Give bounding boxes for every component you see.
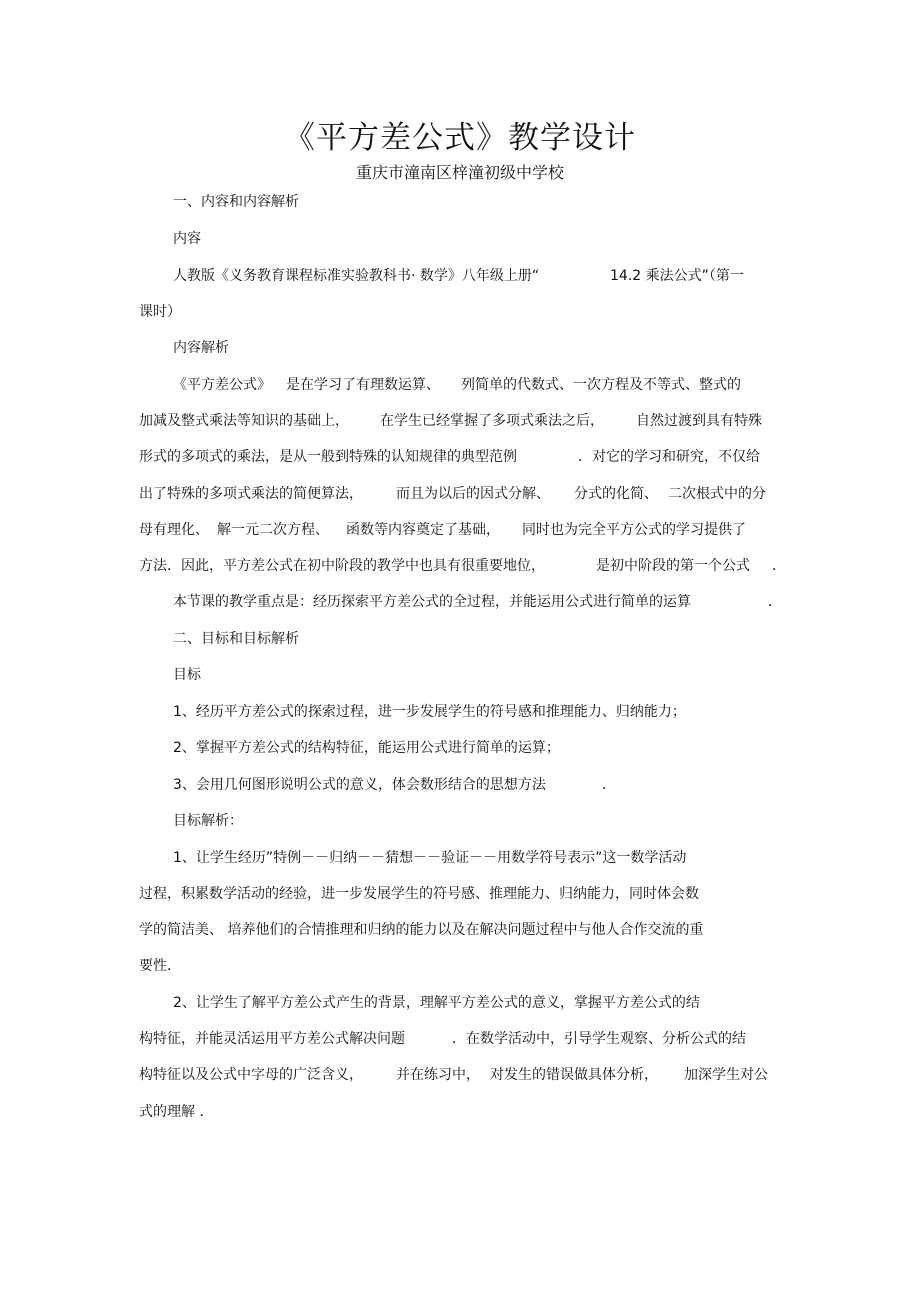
a2-l1: 2、让学生了解平方差公式产生的背景，理解平方差公式的意义，掌握平方差公式的结 [173,995,700,1011]
p1-l2b: 在学生已经掌握了多项式乘法之后， [380,413,604,429]
p1-l1b: 是在学习了有理数运算、 [286,377,440,393]
p1-l1a: 《平方差公式》 [173,377,271,393]
content-label: 内容 [173,231,201,247]
goal-item-2: 2、掌握平方差公式的结构特征，能运用公式进行简单的运算； [173,740,560,756]
p1-l2a: 加减及整式乘法等知识的基础上， [139,413,349,429]
key-point-a: 本节课的教学重点是：经历探索平方差公式的全过程，并能运用公式进行简单的运算 [173,594,691,610]
p1-l4a: 出了特殊的多项式乘法的简便算法， [139,486,363,502]
p1-l6c: ． [772,558,786,574]
a2-l2a: 构特征，并能灵活运用平方差公式解决问题 [139,1031,405,1047]
a2-l3b: 并在练习中， [396,1067,480,1083]
section1-heading: 一、内容和内容解析 [173,194,299,210]
p1-l6a: 方法．因此，平方差公式在初中阶段的教学中也具有很重要地位， [139,558,545,574]
content-text-b: 14.2 乘法公式”（第一 [610,268,744,284]
goal-label: 目标 [173,667,201,683]
a2-l3a: 构特征以及公式中字母的广泛含义， [139,1067,363,1083]
content-text-c: 课时） [139,304,181,320]
goal-analysis-label: 目标解析： [173,813,243,829]
key-point-b: ． [768,594,782,610]
goal-item-3-end: ． [602,777,616,793]
p1-l2c: 自然过渡到具有特殊 [636,413,762,429]
p1-l5c: 函数等内容奠定了基础， [346,522,500,538]
a1-l3: 学的简洁美、 培养他们的合情推理和归纳的能力以及在解决问题过程中与他人合作交流的重 [139,922,704,938]
a2-l3c: 对发生的错误做具体分析， [490,1067,658,1083]
content-text-a: 人教版《义务教育课程标准实验教科书· 数学》八年级上册“ [173,268,540,284]
section2-heading: 二、目标和目标解析 [173,631,299,647]
document-title: 《平方差公式》教学设计 [284,120,636,156]
a1-l1: 1、让学生经历”特例－－归纳－－猜想－－验证－－用数学符号表示”这一数学活动 [173,850,687,866]
a1-l2: 过程，积累数学活动的经验，进一步发展学生的符号感、推理能力、归纳能力，同时体会数 [139,886,699,902]
p1-l1c: 列简单的代数式、一次方程及不等式、整式的 [461,377,741,393]
content-analysis-label: 内容解析 [173,340,229,356]
a2-l2b: ．在数学活动中，引导学生观察、分析公式的结 [452,1031,746,1047]
p1-l4b: 而且为以后的因式分解、 [396,486,550,502]
p1-l3a: 形式的多项式的乘法，是从一般到特殊的认知规律的典型范例 [139,449,517,465]
p1-l4d: 二次根式中的分 [668,486,766,502]
goal-item-1: 1、经历平方差公式的探索过程，进一步发展学生的符号感和推理能力、归纳能力； [173,704,686,720]
p1-l5b: 解一元二次方程、 [217,522,329,538]
p1-l5a: 母有理化、 [139,522,209,538]
goal-item-3: 3、会用几何图形说明公式的意义，体会数形结合的思想方法 [173,777,546,793]
p1-l4c: 分式的化简、 [574,486,658,502]
p1-l3b: ．对它的学习和研究，不仅给 [578,449,760,465]
school-name: 重庆市潼南区梓潼初级中学校 [355,163,564,182]
p1-l6b: 是初中阶段的第一个公式 [596,558,750,574]
a2-l4: 式的理解 ． [139,1104,214,1120]
a1-l4: 要性． [139,958,181,974]
a2-l3d: 加深学生对公 [684,1067,768,1083]
p1-l5d: 同时也为完全平方公式的学习提供了 [522,522,746,538]
